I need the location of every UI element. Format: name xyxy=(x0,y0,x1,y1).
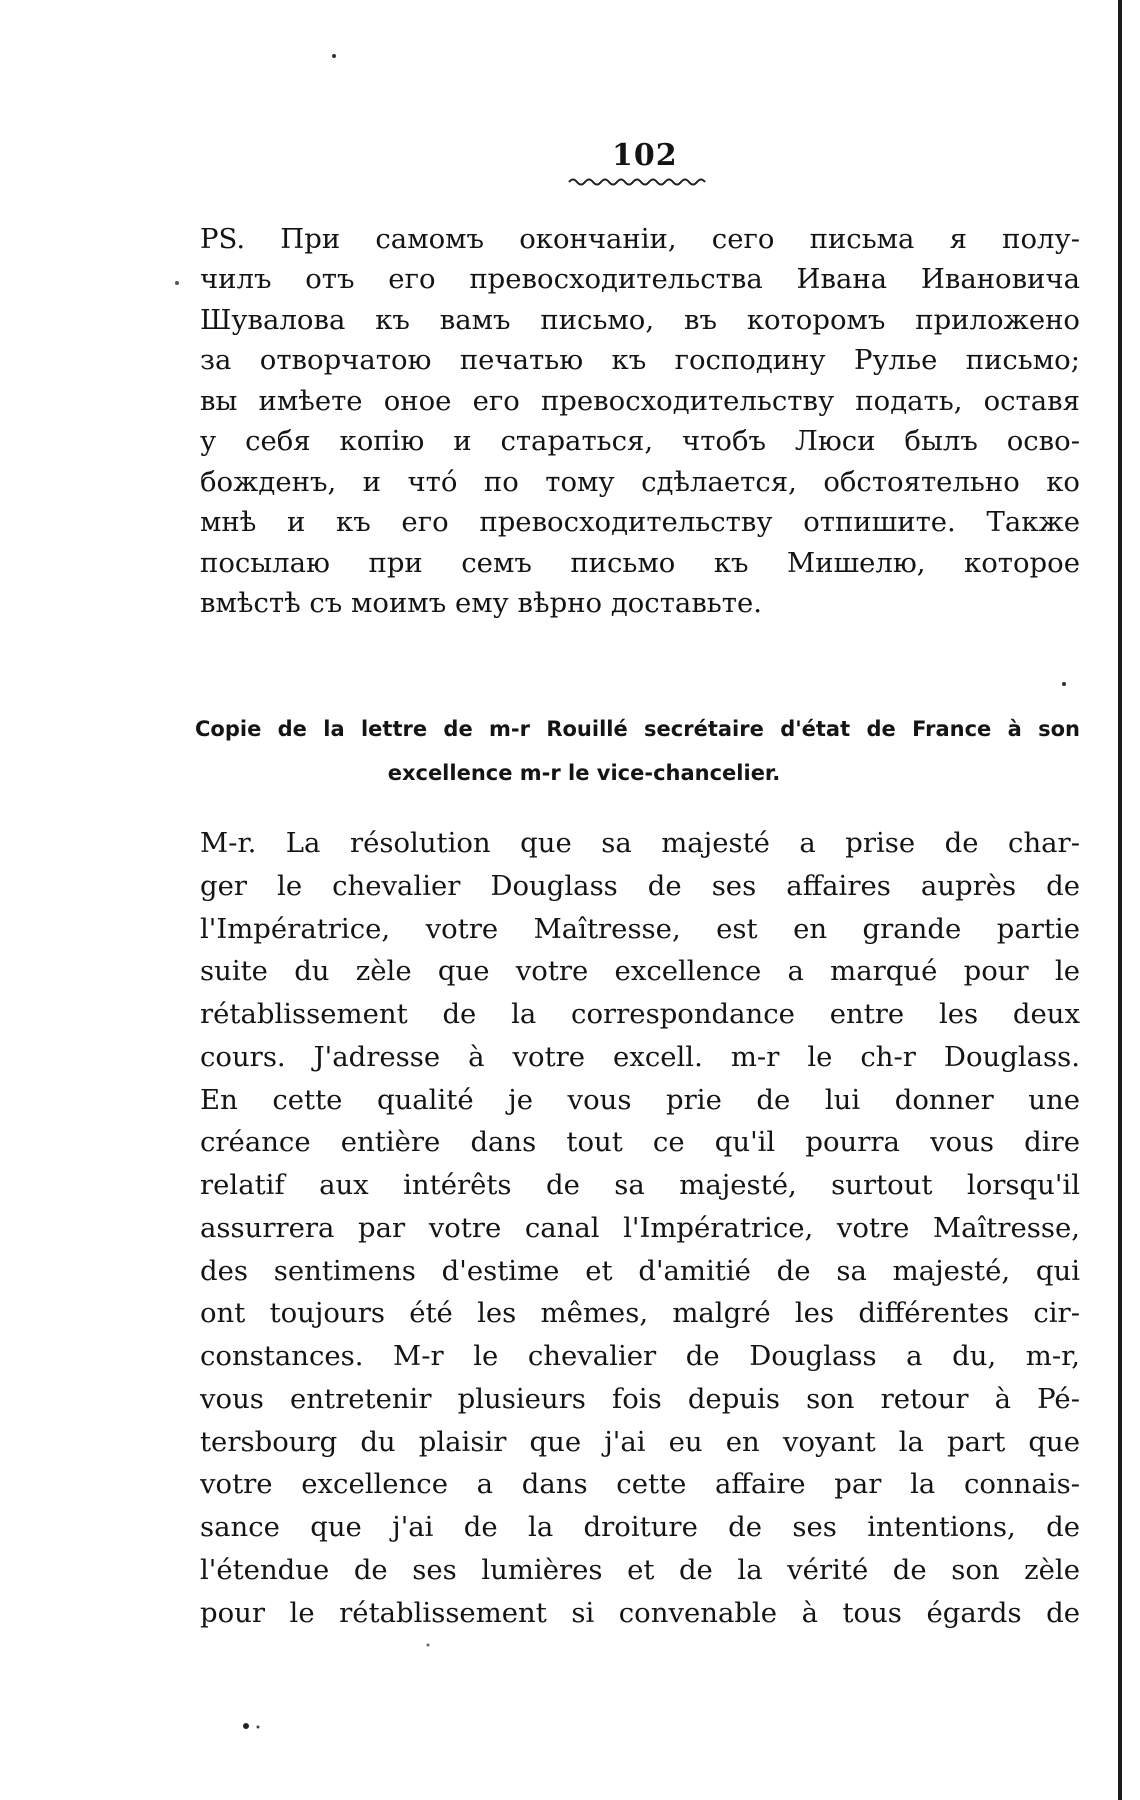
postscript-line: Шувалова къ вамъ письмо, въ которомъ приложено xyxy=(200,304,1080,336)
page-number: 102 xyxy=(612,138,678,173)
page-edge-shadow xyxy=(1118,0,1122,1800)
letter-heading-line: Copie de la lettre de m-r Rouillé secrétaire d'état de France à son xyxy=(195,717,1080,741)
postscript-line: вы имѣете оное его превосходительству подать, оставя xyxy=(200,385,1080,417)
letter-line: rétablissement de la correspondance entre les deux xyxy=(200,998,1080,1030)
letter-line: vous entretenir plusieurs fois depuis son retour à Pé- xyxy=(200,1383,1080,1415)
postscript-line: мнѣ и къ его превосходительству отпишите. Также xyxy=(200,506,1080,538)
postscript-line: вмѣстѣ съ моимъ ему вѣрно доставьте. xyxy=(200,587,763,619)
postscript-line: за отворчатою печатью къ господину Рулье письмо; xyxy=(200,344,1080,376)
letter-line: cours. J'adresse à votre excell. m-r le ch-r Douglass. xyxy=(200,1041,1080,1073)
letter-line: assurrera par votre canal l'Impératrice, votre Maîtresse, xyxy=(200,1212,1080,1244)
postscript-line: посылаю при семъ письмо къ Мишелю, которое xyxy=(200,547,1080,579)
letter-line: l'étendue de ses lumières et de la vérité de son zèle xyxy=(200,1554,1080,1586)
postscript-line: божденъ, и чтó по тому сдѣлается, обстоятельно ко xyxy=(200,466,1080,498)
postscript-line: у себя копiю и стараться, чтобъ Люси былъ осво- xyxy=(200,425,1080,457)
letter-line: créance entière dans tout ce qu'il pourra vous dire xyxy=(200,1126,1080,1158)
letter-line: relatif aux intérêts de sa majesté, surtout lorsqu'il xyxy=(200,1169,1080,1201)
postscript-line: чилъ отъ его превосходительства Ивана Ивановича xyxy=(200,263,1080,295)
letter-line: En cette qualité je vous prie de lui donner une xyxy=(200,1084,1080,1116)
letter-line: pour le rétablissement si convenable à tous égards de xyxy=(200,1597,1080,1629)
letter-line: M-r. La résolution que sa majesté a prise de char- xyxy=(200,827,1080,859)
letter-line: ger le chevalier Douglass de ses affaires auprès de xyxy=(200,870,1080,902)
letter-line: suite du zèle que votre excellence a marqué pour le xyxy=(200,955,1080,987)
letter-line: tersbourg du plaisir que j'ai eu en voyant la part que xyxy=(200,1426,1080,1458)
postscript-line: PS. При самомъ окончанiи, сего письма я полу- xyxy=(200,223,1080,255)
letter-line: l'Impératrice, votre Maîtresse, est en grande partie xyxy=(200,913,1080,945)
letter-line: des sentimens d'estime et d'amitié de sa majesté, qui xyxy=(200,1255,1080,1287)
letter-line: sance que j'ai de la droiture de ses intentions, de xyxy=(200,1511,1080,1543)
letter-line: ont toujours été les mêmes, malgré les différentes cir- xyxy=(200,1297,1080,1329)
letter-heading-line: excellence m-r le vice-chancelier. xyxy=(387,761,781,785)
letter-line: votre excellence a dans cette affaire par la connais- xyxy=(200,1468,1080,1500)
letter-line: constances. M-r le chevalier de Douglass a du, m-r, xyxy=(200,1340,1080,1372)
